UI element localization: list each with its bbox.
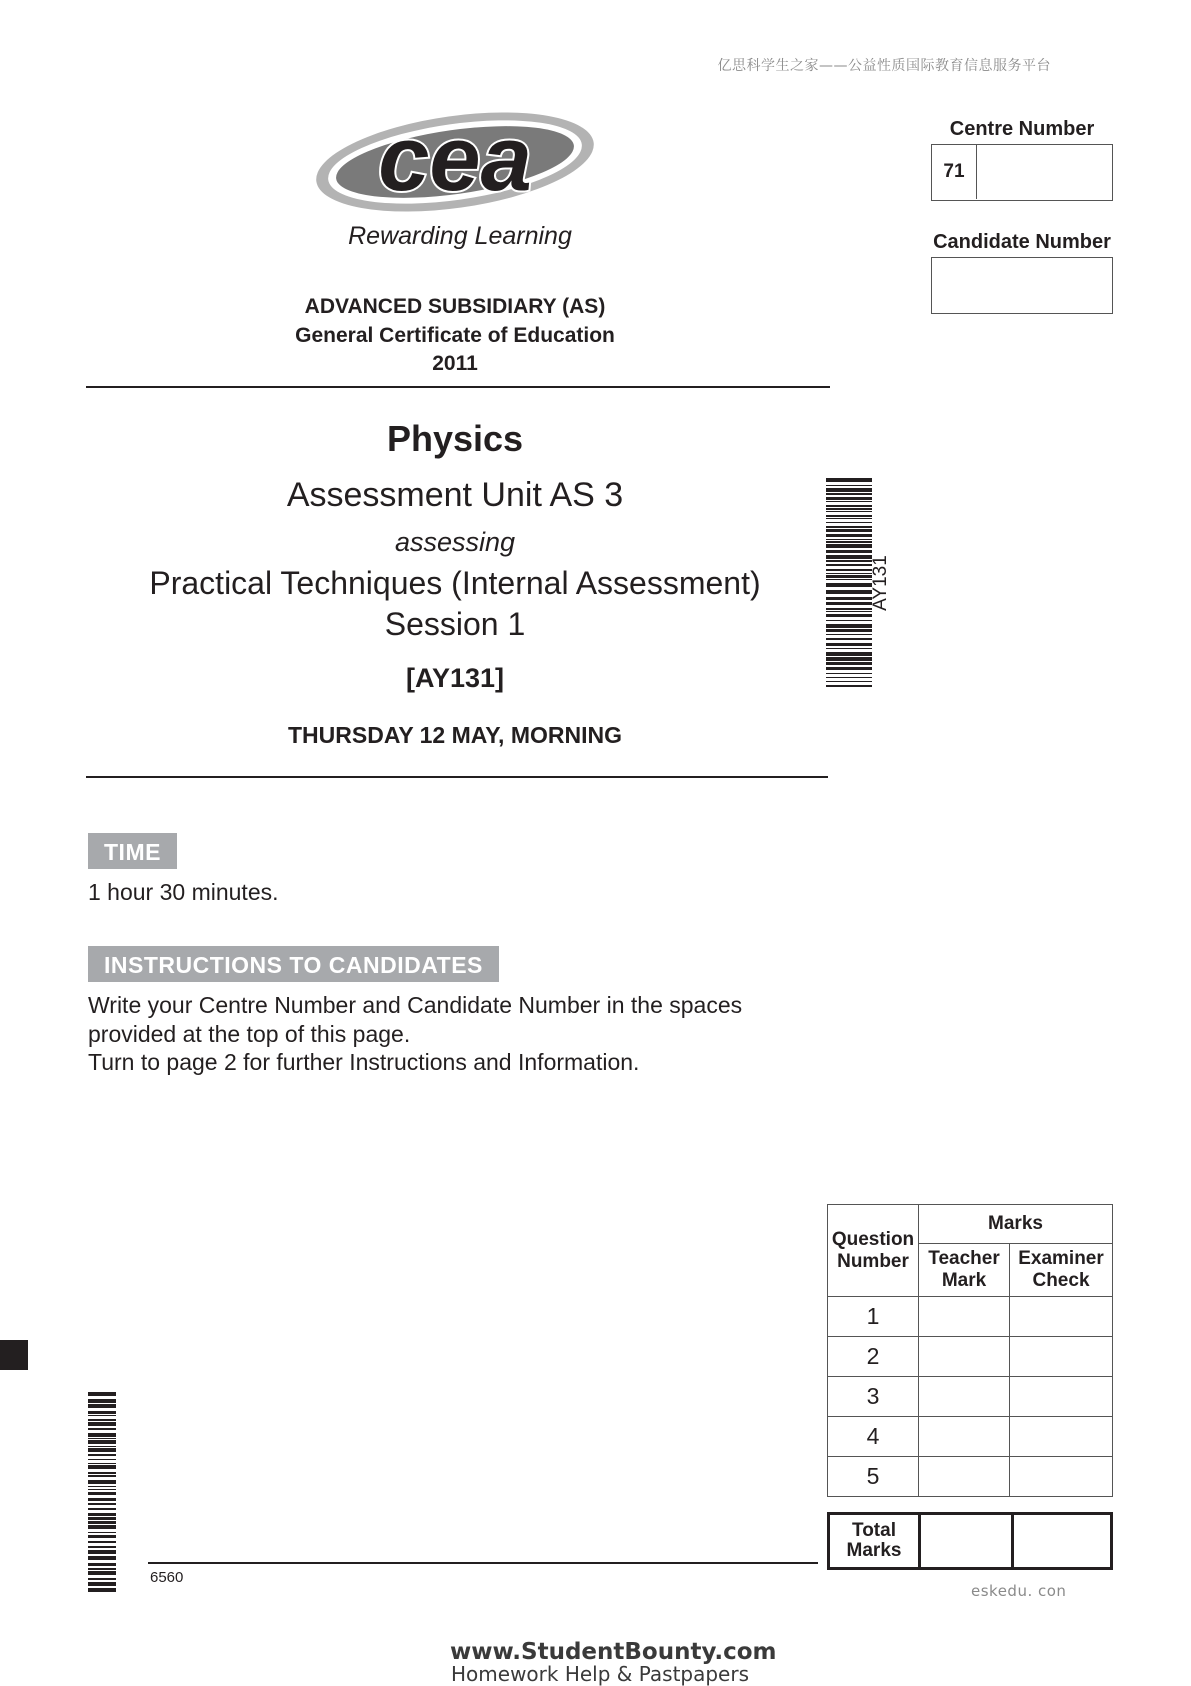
centre-number-prefix: 71 — [932, 145, 977, 199]
logo-text: cea — [378, 112, 532, 210]
barcode-bar — [826, 485, 872, 486]
teacher-mark-header: Teacher Mark — [919, 1244, 1010, 1297]
teacher-mark-cell[interactable] — [919, 1337, 1010, 1377]
barcode-bar — [88, 1489, 116, 1490]
barcode-bar — [826, 624, 872, 628]
barcode-bar — [88, 1463, 116, 1464]
qualification-year: 2011 — [432, 352, 478, 375]
examiner-check-cell[interactable] — [1010, 1377, 1113, 1417]
barcode-label: AY131 — [870, 555, 891, 611]
time-value: 1 hour 30 minutes. — [88, 879, 279, 905]
candidate-number-label: Candidate Number — [933, 231, 1111, 253]
total-marks-table — [827, 1512, 1113, 1570]
barcode-bar — [826, 534, 872, 537]
barcode-bar — [88, 1556, 116, 1560]
barcode-bar — [88, 1588, 116, 1592]
barcode-bar — [826, 611, 872, 612]
teacher-mark-cell[interactable] — [919, 1417, 1010, 1457]
bottom-rule — [86, 776, 828, 778]
barcode-bar — [88, 1498, 116, 1501]
barcode-bar — [826, 569, 872, 571]
question-number-header: Question Number — [828, 1205, 919, 1297]
barcode-bar — [826, 685, 872, 687]
barcode-bar — [88, 1563, 116, 1566]
barcode-bar — [88, 1454, 116, 1456]
assessment-unit: Assessment Unit AS 3 — [286, 476, 624, 514]
barcode-bar — [826, 583, 872, 587]
barcode-bar — [826, 488, 872, 492]
barcode-bar — [88, 1550, 116, 1554]
barcode-bar — [88, 1422, 116, 1426]
teacher-mark-cell[interactable] — [919, 1457, 1010, 1497]
instruction-line: Write your Centre Number and Candidate Number in the spaces — [88, 992, 743, 1018]
barcode-bar — [826, 681, 872, 682]
barcode-bar — [826, 590, 872, 594]
barcode-bar — [826, 648, 872, 649]
barcode-bar — [826, 508, 872, 510]
barcode-bar — [826, 602, 872, 605]
barcode-bar — [88, 1492, 116, 1495]
studentbounty-tagline: Homework Help & Pastpapers — [451, 1662, 749, 1686]
barcode-bar — [826, 501, 872, 502]
barcode-bar — [88, 1541, 116, 1543]
time-heading: TIME — [88, 833, 177, 869]
barcode-bar — [88, 1399, 116, 1403]
barcode-bar — [826, 667, 872, 670]
total-examiner-check-cell[interactable] — [1013, 1514, 1112, 1569]
barcode-bar — [826, 511, 872, 512]
assessing-text: assessing — [394, 527, 516, 557]
table-row — [828, 1417, 1113, 1457]
barcode-bar — [826, 643, 872, 646]
barcode-bar — [88, 1486, 116, 1487]
barcode-bar — [826, 539, 872, 540]
examiner-check-header: Examiner Check — [1010, 1244, 1113, 1297]
question-number: 1 — [828, 1297, 919, 1337]
barcode-bar — [88, 1440, 116, 1444]
barcode-bar — [88, 1433, 116, 1437]
barcode-bar — [88, 1532, 116, 1533]
instruction-line: provided at the top of this page. — [88, 1020, 411, 1047]
question-number: 3 — [828, 1377, 919, 1417]
top-rule — [86, 386, 830, 388]
barcode-bar — [88, 1392, 116, 1396]
examiner-check-cell[interactable] — [1010, 1337, 1113, 1377]
barcode-bar — [88, 1546, 116, 1548]
unit-topic: Practical Techniques (Internal Assessment) — [149, 565, 761, 601]
barcode-bar — [88, 1419, 116, 1421]
paper-barcode — [826, 478, 896, 688]
page-barcode — [88, 1392, 118, 1592]
barcode-bar — [826, 522, 872, 523]
instructions-text — [88, 991, 742, 1077]
barcode-bar — [88, 1465, 116, 1469]
barcode-bar — [88, 1525, 116, 1529]
marks-header: Marks — [919, 1205, 1113, 1244]
barcode-bar — [826, 497, 872, 500]
barcode-bar — [826, 673, 872, 674]
studentbounty-watermark — [450, 1639, 777, 1686]
table-row — [828, 1297, 1113, 1337]
barcode-bar — [826, 541, 872, 543]
barcode-bar — [826, 620, 872, 621]
examiner-check-cell[interactable] — [1010, 1297, 1113, 1337]
barcode-bar — [826, 550, 872, 553]
barcode-bar — [826, 493, 872, 495]
table-row — [828, 1457, 1113, 1497]
centre-number-label: Centre Number — [949, 118, 1095, 140]
barcode-bar — [88, 1578, 116, 1580]
barcode-bar — [88, 1582, 116, 1586]
logo-tagline: Rewarding Learning — [348, 222, 572, 250]
barcode-bar — [88, 1480, 116, 1484]
barcode-bar — [826, 634, 872, 635]
examiner-check-cell[interactable] — [1010, 1417, 1113, 1457]
barcode-bar — [88, 1448, 116, 1452]
barcode-bar — [826, 478, 872, 482]
total-teacher-mark-cell[interactable] — [920, 1514, 1013, 1569]
barcode-bar — [826, 575, 872, 578]
barcode-bar — [826, 597, 872, 600]
barcode-bar — [88, 1438, 116, 1439]
subject-title: Physics — [386, 418, 524, 459]
barcode-bar — [88, 1428, 116, 1430]
barcode-bar — [826, 638, 872, 640]
barcode-bar — [826, 526, 872, 528]
barcode-bar — [88, 1503, 116, 1505]
candidate-number-box[interactable] — [931, 257, 1113, 314]
barcode-bar — [826, 629, 872, 632]
barcode-bar — [826, 614, 872, 617]
barcode-bar — [88, 1411, 116, 1414]
barcode-bar — [826, 518, 872, 519]
question-number: 2 — [828, 1337, 919, 1377]
qualification-name: General Certificate of Education — [295, 324, 615, 347]
barcode-bar — [826, 579, 872, 580]
barcode-bar — [88, 1508, 116, 1510]
barcode-bar — [88, 1571, 116, 1575]
session-text: Session 1 — [384, 606, 526, 642]
barcode-bar — [88, 1517, 116, 1520]
barcode-bar — [88, 1446, 116, 1447]
total-marks-label: Total Marks — [829, 1514, 920, 1569]
centre-number-box[interactable] — [931, 144, 1113, 201]
barcode-bar — [826, 652, 872, 656]
barcode-bar — [88, 1404, 116, 1408]
barcode-bar — [88, 1472, 116, 1474]
barcode-bar — [88, 1459, 116, 1460]
barcode-bar — [826, 505, 872, 507]
barcode-bar — [826, 564, 872, 566]
teacher-mark-cell[interactable] — [919, 1297, 1010, 1337]
studentbounty-url: www.StudentBounty.com — [450, 1639, 777, 1665]
examiner-check-cell[interactable] — [1010, 1457, 1113, 1497]
qualification-level: ADVANCED SUBSIDIARY (AS) — [304, 295, 606, 318]
barcode-bar — [826, 544, 872, 548]
barcode-bar — [826, 573, 872, 574]
registration-mark — [0, 1340, 28, 1370]
footer-code: 6560 — [150, 1569, 184, 1586]
barcode-bar — [88, 1415, 116, 1416]
paper-code: [AY131] — [405, 663, 505, 693]
barcode-bar — [88, 1568, 116, 1570]
barcode-bar — [88, 1513, 116, 1516]
bottom-watermark: eskedu. con — [971, 1582, 1067, 1600]
barcode-bar — [826, 560, 872, 562]
question-number: 4 — [828, 1417, 919, 1457]
footer-rule — [148, 1562, 818, 1564]
instructions-heading: INSTRUCTIONS TO CANDIDATES — [88, 946, 499, 982]
teacher-mark-cell[interactable] — [919, 1377, 1010, 1417]
barcode-bar — [826, 677, 872, 678]
barcode-bar — [826, 657, 872, 661]
barcode-bar — [88, 1521, 116, 1524]
barcode-bar — [826, 555, 872, 559]
top-watermark: 亿思科学生之家——公益性质国际教育信息服务平台 — [717, 58, 1051, 74]
marks-table — [827, 1204, 1113, 1497]
barcode-bar — [88, 1535, 116, 1538]
barcode-bar — [826, 529, 872, 532]
question-number: 5 — [828, 1457, 919, 1497]
barcode-bar — [826, 608, 872, 610]
barcode-bar — [826, 515, 872, 517]
exam-date: THURSDAY 12 MAY, MORNING — [287, 722, 622, 748]
cea-logo — [310, 112, 600, 222]
instruction-line: Turn to page 2 for further Instructions and Information. — [88, 1049, 640, 1075]
table-row — [828, 1377, 1113, 1417]
barcode-bar — [88, 1475, 116, 1477]
barcode-bar — [826, 662, 872, 665]
table-row — [828, 1337, 1113, 1377]
